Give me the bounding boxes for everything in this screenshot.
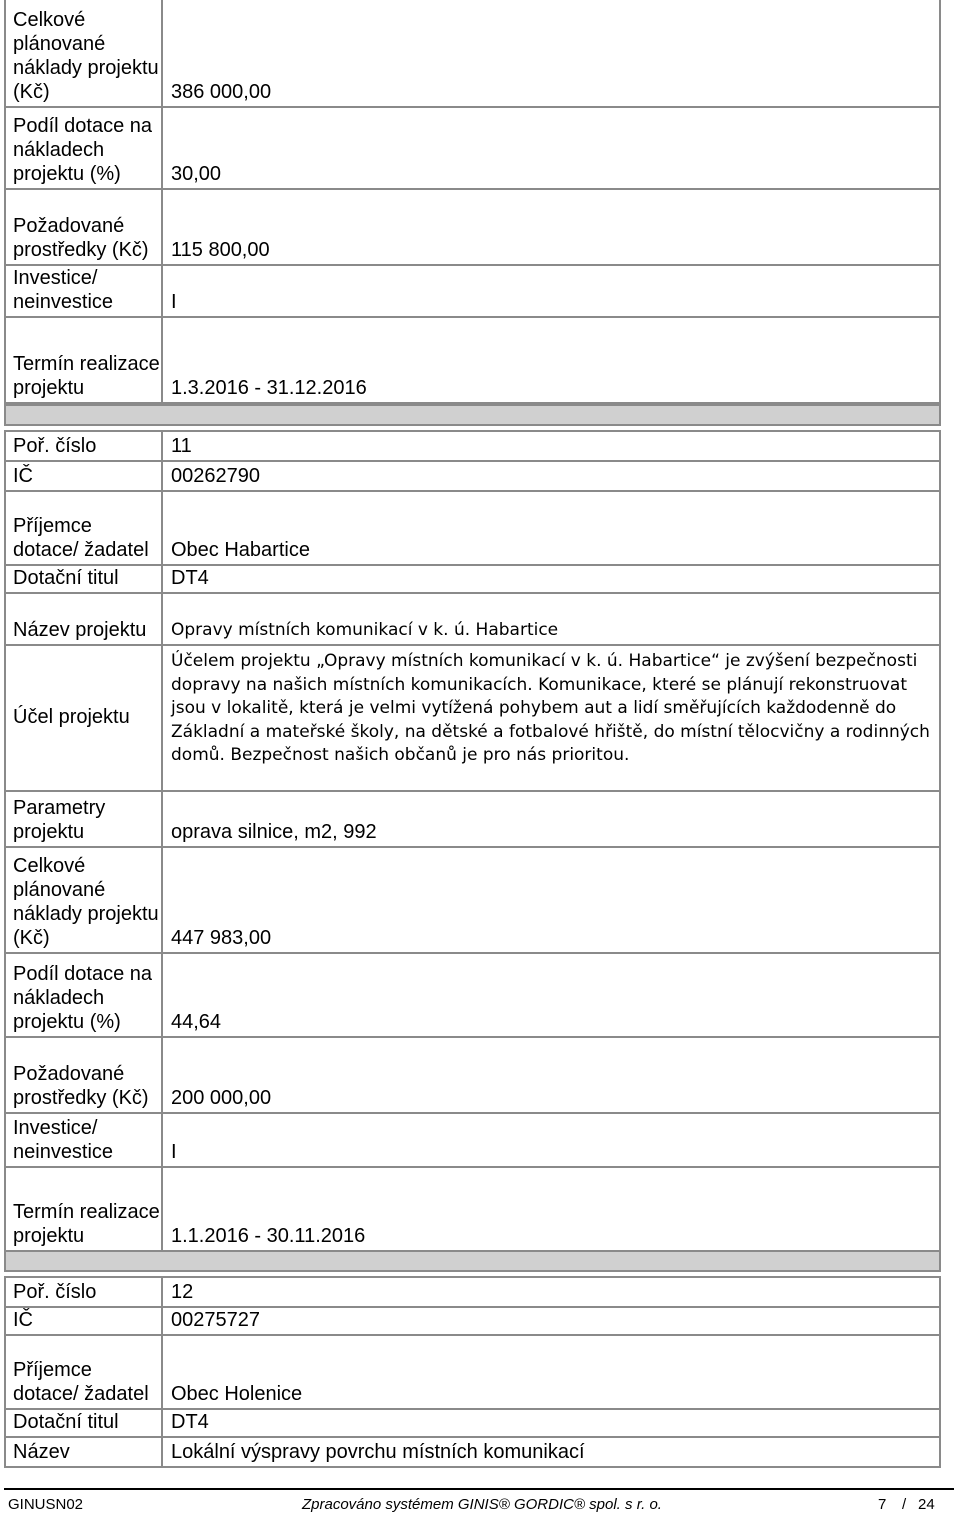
value-total-costs: 447 983,00 (162, 847, 940, 953)
value-subsidy-title: DT4 (162, 565, 940, 593)
value-requested-funds: 200 000,00 (162, 1037, 940, 1113)
label-investment: Investice/ neinvestice (5, 265, 162, 317)
value-name: Lokální výspravy povrchu místních komunikací (162, 1437, 940, 1467)
value-realization-term: 1.1.2016 - 30.11.2016 (162, 1167, 940, 1251)
value-ico: 00262790 (162, 461, 940, 491)
value-project-parameters: oprava silnice, m2, 992 (162, 791, 940, 847)
value-project-name: Opravy místních komunikací v k. ú. Habartice (162, 593, 940, 645)
label-total-costs: Celkové plánované náklady projektu (Kč) (5, 0, 162, 107)
footer-page-total: 24 (918, 1496, 935, 1513)
value-investment: I (162, 265, 940, 317)
label-requested-funds: Požadované prostředky (Kč) (5, 189, 162, 265)
label-order-number: Poř. číslo (5, 431, 162, 461)
label-recipient: Příjemce dotace/ žadatel (5, 491, 162, 565)
label-recipient: Příjemce dotace/ žadatel (5, 1335, 162, 1409)
record-12-table (4, 1276, 941, 1468)
label-ico: IČ (5, 1307, 162, 1335)
footer-generator: Zpracováno systémem GINIS® GORDIC® spol. s r. o. (302, 1496, 662, 1513)
label-total-costs: Celkové plánované náklady projektu (Kč) (5, 847, 162, 953)
label-realization-term: Termín realizace projektu (5, 1167, 162, 1251)
value-investment: I (162, 1113, 940, 1167)
label-investment: Investice/ neinvestice (5, 1113, 162, 1167)
label-subsidy-share: Podíl dotace na nákladech projektu (%) (5, 107, 162, 189)
label-name: Název (5, 1437, 162, 1467)
label-project-name: Název projektu (5, 593, 162, 645)
footer-doc-code: GINUSN02 (8, 1496, 84, 1513)
value-total-costs: 386 000,00 (162, 0, 940, 107)
value-order-number: 11 (162, 431, 940, 461)
footer-page-separator: / (902, 1496, 907, 1513)
footer-page-current: 7 (878, 1496, 887, 1513)
value-requested-funds: 115 800,00 (162, 189, 940, 265)
value-realization-term: 1.3.2016 - 31.12.2016 (162, 317, 940, 403)
label-subsidy-title: Dotační titul (5, 1409, 162, 1437)
label-realization-term: Termín realizace projektu (5, 317, 162, 403)
label-order-number: Poř. číslo (5, 1277, 162, 1307)
value-recipient: Obec Holenice (162, 1335, 940, 1409)
label-project-parameters: Parametry projektu (5, 791, 162, 847)
record-prev-table (4, 0, 941, 404)
value-subsidy-title: DT4 (162, 1409, 940, 1437)
value-project-purpose: Účelem projektu „Opravy místních komunikací v k. ú. Habartice“ je zvýšení bezpečnosti dopravy na našich místních komunikacích. Komunikace, které se plánují rekonstruovat jsou v lokalitě, která je velmi vytížená pohybem aut a lidí směřujících každodenně do Základní a mateřské školy, na dětské a fotbalové hřiště, do místní tělocvičny a rodinných domů. Bezpečnost našich občanů je pro nás prioritou. (162, 645, 940, 791)
label-subsidy-title: Dotační titul (5, 565, 162, 593)
label-project-purpose: Účel projektu (5, 645, 162, 791)
value-subsidy-share: 44,64 (162, 953, 940, 1037)
value-subsidy-share: 30,00 (162, 107, 940, 189)
value-ico: 00275727 (162, 1307, 940, 1335)
label-ico: IČ (5, 461, 162, 491)
value-order-number: 12 (162, 1277, 940, 1307)
label-subsidy-share: Podíl dotace na nákladech projektu (%) (5, 953, 162, 1037)
page-footer (4, 1488, 954, 1514)
record-separator (4, 1250, 941, 1272)
record-separator (4, 404, 941, 426)
record-11-table (4, 430, 941, 1252)
value-recipient: Obec Habartice (162, 491, 940, 565)
label-requested-funds: Požadované prostředky (Kč) (5, 1037, 162, 1113)
